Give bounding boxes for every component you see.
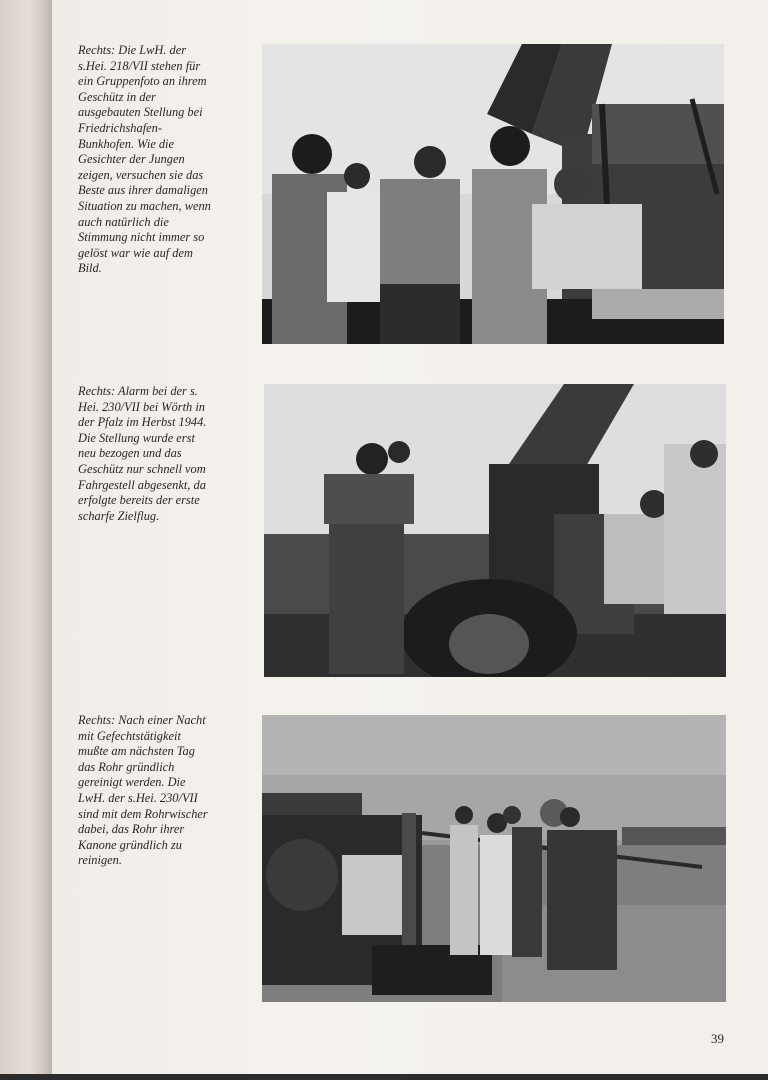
photo-group-at-gun [262, 44, 724, 344]
photo-barrel-cleaning [262, 715, 726, 1002]
page-bottom-edge [0, 1074, 768, 1080]
caption-group-photo: Rechts: Die LwH. der s.Hei. 218/VII stehen für ein Gruppenfoto an ihrem Geschütz in der ausgebauten Stellung bei Friedrichshafen- Bunkhofen. Wie die Gesichter der Jungen zeigen, versuchen sie das Beste aus ihrer damaligen Situation zu machen, wenn auch natürlich die Stimmung nicht immer so gelöst war wie auf dem Bild. [78, 43, 211, 276]
caption-barrel-cleaning: Rechts: Nach einer Nacht mit Gefechtstätigkeit mußte am nächsten Tag das Rohr gründlich gereinigt werden. Die LwH. der s.Hei. 230/VII sind mit dem Rohrwischer dabei, das Rohr ihrer Kanone gründlich zu reinigen. [78, 713, 208, 868]
caption-alarm: Rechts: Alarm bei der s. Hei. 230/VII bei Wörth in der Pfalz im Herbst 1944. Die Stellung wurde erst neu bezogen und das Geschütz nur schnell vom Fahrgestell abgesenkt, da erfolgte bereits der erste scharfe Zielflug. [78, 384, 207, 523]
book-binding-shadow [0, 0, 52, 1080]
page-number: 39 [711, 1031, 724, 1046]
photo-alarm-at-gun [264, 384, 726, 677]
